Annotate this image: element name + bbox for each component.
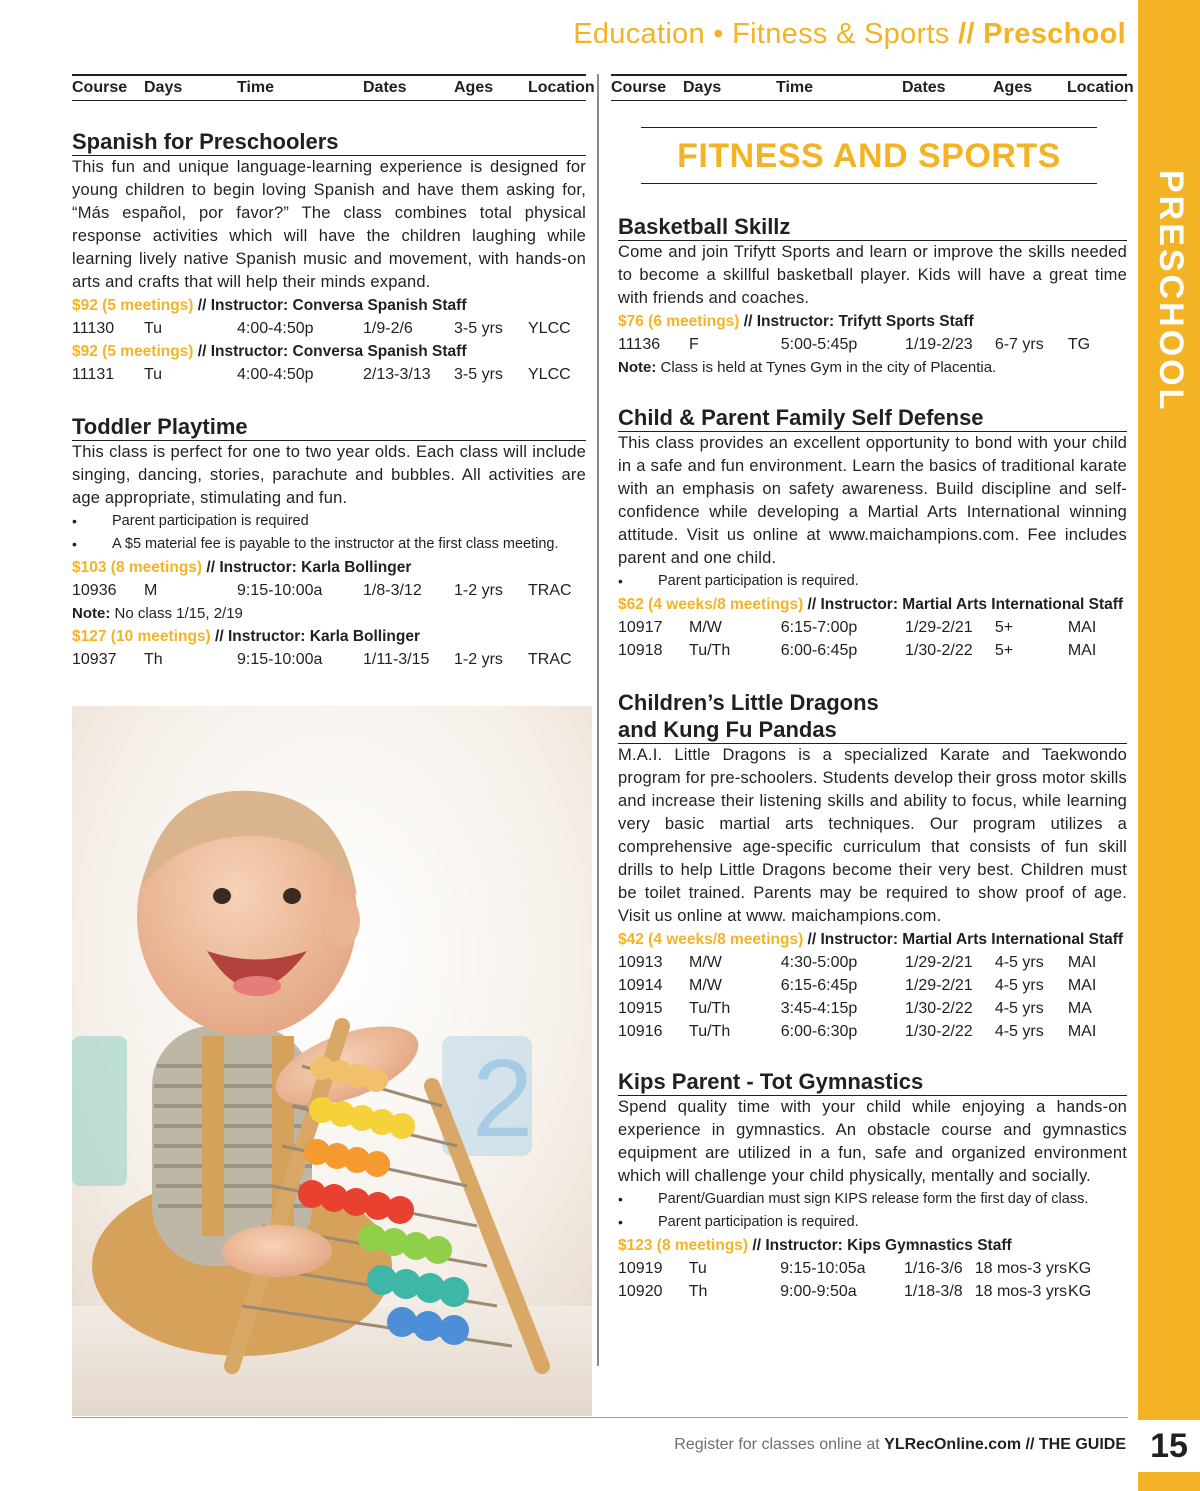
ages: 1-2 yrs [454, 651, 503, 668]
dates: 1/30-2/22 [905, 1023, 973, 1040]
note-text: Class is held at Tynes Gym in the city of Placentia. [656, 359, 997, 376]
price: $62 (4 weeks/8 meetings) [618, 596, 804, 613]
time: 5:00-5:45p [780, 336, 858, 353]
course-number: 10919 [618, 1260, 663, 1277]
location: MAI [1067, 1023, 1097, 1040]
course-desc-toddler: This class is perfect for one to two year olds. Each class will include singing, dancing, stories, parachute and bubbles. All activities are age appropriate, stimulating and fun. [72, 443, 586, 507]
dates: 1/30-2/22 [905, 1000, 973, 1017]
instructor: // Instructor: Karla Bollinger [202, 559, 412, 576]
location: TG [1067, 336, 1091, 353]
bullet-text: Parent participation is required [112, 513, 309, 529]
header-education: Education [573, 18, 705, 50]
location: YLCC [528, 320, 571, 337]
instructor: // Instructor: Trifytt Sports Staff [739, 313, 974, 330]
class-row [618, 639, 1127, 662]
note-line [618, 356, 1127, 379]
section-side-tab [1138, 0, 1200, 1491]
course-number: 11136 [618, 336, 661, 353]
page-header [573, 18, 1126, 51]
days: Tu [144, 320, 163, 337]
note-label: Note: [72, 605, 111, 622]
location: MA [1067, 1000, 1092, 1017]
bullet-item: • Parent/Guardian must sign KIPS release form the first day of class. [618, 1188, 1127, 1211]
class-row [618, 974, 1127, 997]
location: MAI [1067, 954, 1097, 971]
price: $76 (6 meetings) [618, 313, 740, 330]
time: 6:15-7:00p [780, 619, 858, 636]
ages: 18 mos-3 yrs [974, 1283, 1068, 1300]
course-title-little-dragons [618, 688, 1127, 744]
course-number: 10915 [618, 1000, 663, 1017]
time: 3:45-4:15p [780, 1000, 858, 1017]
instructor: // Instructor: Martial Arts International Staff [803, 931, 1124, 948]
footer-guide: THE GUIDE [1038, 1436, 1126, 1453]
col-ages: Ages [993, 79, 1033, 96]
page-number: 15 [1138, 1420, 1200, 1472]
days: Tu/Th [689, 642, 731, 659]
dates: 1/16-3/6 [903, 1260, 963, 1277]
course-number: 10914 [618, 977, 663, 994]
class-row [72, 317, 586, 340]
time: 9:15-10:00a [237, 651, 323, 668]
ages: 1-2 yrs [454, 582, 503, 599]
course-number: 10916 [618, 1023, 663, 1040]
bullet-item: • Parent participation is required. [618, 570, 1127, 593]
days: F [689, 336, 699, 353]
course-title-basketball: Basketball Skillz [618, 214, 1127, 241]
ages: 4-5 yrs [994, 1000, 1044, 1017]
class-row [618, 616, 1127, 639]
class-row [72, 648, 586, 671]
course-desc-spanish: This fun and unique language-learning experience is designed for young children to begin loving Spanish and have them asking for, “Más español, por favor?” The class combines total physical response activities which will have the children laughing while learning lively native Spanish music and movement, with hands-on arts and crafts that will help their minds expand. [72, 158, 586, 291]
course-desc-little-dragons: M.A.I. Little Dragons is a specialized Karate and Taekwondo program for pre-schoolers. Students develop their gross motor skills and increase their listening skills and ability to focus, while learning very basic martial arts techniques. Our program utilizes a comprehensive age-specific curriculum that consists of fun skill drills to help Little Dragons become their very best. Children must be toilet trained. Parents may be required to show proof of age. Visit us online at www. maichampions.com. [618, 746, 1127, 925]
course-number: 10917 [618, 619, 663, 636]
ages: 5+ [994, 642, 1014, 659]
ages: 6-7 yrs [994, 336, 1044, 353]
col-days: Days [683, 79, 722, 96]
ages: 3-5 yrs [454, 320, 503, 337]
days: Th [144, 651, 163, 668]
dates: 1/30-2/22 [905, 642, 973, 659]
section-banner: FITNESS AND SPORTS [641, 127, 1097, 184]
col-location: Location [528, 79, 595, 96]
footer-site-link[interactable]: YLRecOnline.com [884, 1436, 1022, 1453]
side-tab-label: PRESCHOOL [1152, 170, 1190, 413]
time: 9:15-10:00a [237, 582, 323, 599]
bullet-text: Parent participation is required. [658, 1214, 859, 1230]
price: $127 (10 meetings) [72, 628, 211, 645]
dates: 1/11-3/15 [363, 651, 430, 668]
dates: 1/29-2/21 [905, 619, 973, 636]
course-number: 10920 [618, 1283, 663, 1300]
days: M/W [689, 619, 722, 636]
course-title-self-defense: Child & Parent Family Self Defense [618, 405, 1127, 432]
dates: 2/13-3/13 [363, 366, 431, 383]
class-row [618, 1280, 1127, 1303]
col-course: Course [72, 79, 128, 96]
class-row [618, 1020, 1127, 1043]
column-header-right [611, 74, 1134, 101]
course-desc-kips: Spend quality time with your child while enjoying a hands-on experience in gymnastics. An obstacle course and gymnastics equipment are utilized in a fun, safe and organized environment which will challenge your child physically, mentally and socially. [618, 1098, 1127, 1185]
fee-line [618, 593, 1127, 616]
days: M [144, 582, 158, 599]
course-number: 10918 [618, 642, 663, 659]
course-desc-basketball: Come and join Trifytt Sports and learn or improve the skills needed to become a skillful basketball player. Kids will have a great time with friends and coaches. [618, 243, 1127, 307]
dates: 1/9-2/6 [363, 320, 413, 337]
days: M/W [689, 954, 722, 971]
days: Tu/Th [689, 1023, 731, 1040]
bullet-text: A $5 material fee is payable to the instructor at the first class meeting. [112, 536, 559, 552]
col-time: Time [776, 79, 814, 96]
location: TRAC [528, 651, 572, 668]
instructor: // Instructor: Conversa Spanish Staff [193, 297, 467, 314]
bullet-item: • A $5 material fee is payable to the instructor at the first class meeting. [72, 533, 586, 556]
fee-line [72, 625, 586, 648]
col-dates: Dates [363, 79, 407, 96]
header-fitness: Fitness & Sports [732, 18, 950, 50]
col-days: Days [144, 79, 183, 96]
ages: 18 mos-3 yrs [974, 1260, 1068, 1277]
instructor: // Instructor: Kips Gymnastics Staff [748, 1237, 1012, 1254]
days: Tu [144, 366, 163, 383]
price: $92 (5 meetings) [72, 343, 194, 360]
time: 4:00-4:50p [237, 320, 314, 337]
bottom-rule [72, 1417, 1128, 1418]
header-slashes: // [958, 18, 975, 50]
dates: 1/29-2/21 [905, 977, 973, 994]
ages: 4-5 yrs [994, 1023, 1044, 1040]
location: MAI [1067, 642, 1097, 659]
time: 6:15-6:45p [780, 977, 858, 994]
class-row [72, 363, 586, 386]
fee-line [618, 928, 1127, 951]
header-dot: • [713, 18, 724, 50]
bullet-item: • Parent participation is required. [618, 1211, 1127, 1234]
ages: 4-5 yrs [994, 977, 1044, 994]
instructor: // Instructor: Conversa Spanish Staff [193, 343, 467, 360]
location: MAI [1067, 977, 1097, 994]
days: Tu [688, 1260, 707, 1277]
days: Th [688, 1283, 708, 1300]
ages: 4-5 yrs [994, 954, 1044, 971]
course-number: 10937 [72, 651, 117, 668]
course-title-kips: Kips Parent - Tot Gymnastics [618, 1069, 1127, 1096]
course-number: 11130 [72, 320, 115, 337]
footer-text: Register for classes online at [674, 1436, 885, 1453]
page-footer [674, 1436, 1126, 1454]
time: 4:00-4:50p [237, 366, 314, 383]
price: $42 (4 weeks/8 meetings) [618, 931, 804, 948]
title-line-1: Children’s Little Dragons [618, 690, 879, 715]
header-preschool: Preschool [983, 18, 1126, 50]
time: 4:30-5:00p [780, 954, 858, 971]
location: KG [1068, 1283, 1092, 1300]
column-header-left [72, 74, 595, 101]
bullet-item: • Parent participation is required [72, 510, 586, 533]
course-number: 10936 [72, 582, 117, 599]
col-time: Time [237, 79, 275, 96]
price: $92 (5 meetings) [72, 297, 194, 314]
days: Tu/Th [689, 1000, 731, 1017]
note-line [72, 602, 586, 625]
dates: 1/18-3/8 [903, 1283, 963, 1300]
fee-line [72, 340, 586, 363]
course-desc-self-defense: This class provides an excellent opportunity to bond with your child in a safe and fun environment. Learn the basics of traditional karate with an emphasis on safety awareness. Build discipline and self-confidence while developing a Martial Arts International winning attitude. Visit us online at www.maichampions.com. Fee includes parent and one child. [618, 434, 1127, 567]
course-title-spanish: Spanish for Preschoolers [72, 129, 586, 156]
note-text: No class 1/15, 2/19 [110, 605, 243, 622]
footer-slashes: // [1021, 1436, 1039, 1453]
price: $123 (8 meetings) [618, 1237, 749, 1254]
course-number: 10913 [618, 954, 663, 971]
ages: 3-5 yrs [454, 366, 503, 383]
instructor: // Instructor: Martial Arts International Staff [803, 596, 1124, 613]
column-divider [597, 74, 599, 1366]
class-row [618, 333, 1127, 356]
ages: 5+ [994, 619, 1014, 636]
instructor: // Instructor: Karla Bollinger [210, 628, 420, 645]
dates: 1/29-2/21 [905, 954, 973, 971]
course-number: 11131 [72, 366, 115, 383]
svg-text:2: 2 [472, 1037, 534, 1160]
col-dates: Dates [902, 79, 946, 96]
time: 6:00-6:45p [780, 642, 858, 659]
location: YLCC [528, 366, 571, 383]
title-line-2: and Kung Fu Pandas [618, 717, 1127, 744]
time: 9:15-10:05a [780, 1260, 866, 1277]
time: 9:00-9:50a [780, 1283, 857, 1300]
location: MAI [1067, 619, 1097, 636]
dates: 1/19-2/23 [905, 336, 973, 353]
right-column [611, 74, 1134, 1303]
class-row [618, 997, 1127, 1020]
course-title-toddler: Toddler Playtime [72, 414, 586, 441]
location: TRAC [528, 582, 572, 599]
location: KG [1068, 1260, 1092, 1277]
baby-with-abacus-photo [72, 706, 592, 1416]
fee-line [72, 294, 586, 317]
bullet-text: Parent participation is required. [658, 573, 859, 589]
note-label: Note: [618, 359, 657, 376]
time: 6:00-6:30p [780, 1023, 858, 1040]
col-location: Location [1067, 79, 1134, 96]
class-row [618, 951, 1127, 974]
class-row [618, 1257, 1127, 1280]
fee-line [618, 310, 1127, 333]
fee-line [72, 556, 586, 579]
col-course: Course [611, 79, 667, 96]
dates: 1/8-3/12 [363, 582, 422, 599]
left-column [72, 74, 595, 671]
col-ages: Ages [454, 79, 494, 96]
fee-line [618, 1234, 1127, 1257]
price: $103 (8 meetings) [72, 559, 203, 576]
class-row [72, 579, 586, 602]
bullet-text: Parent/Guardian must sign KIPS release form the first day of class. [658, 1191, 1089, 1207]
days: M/W [689, 977, 722, 994]
